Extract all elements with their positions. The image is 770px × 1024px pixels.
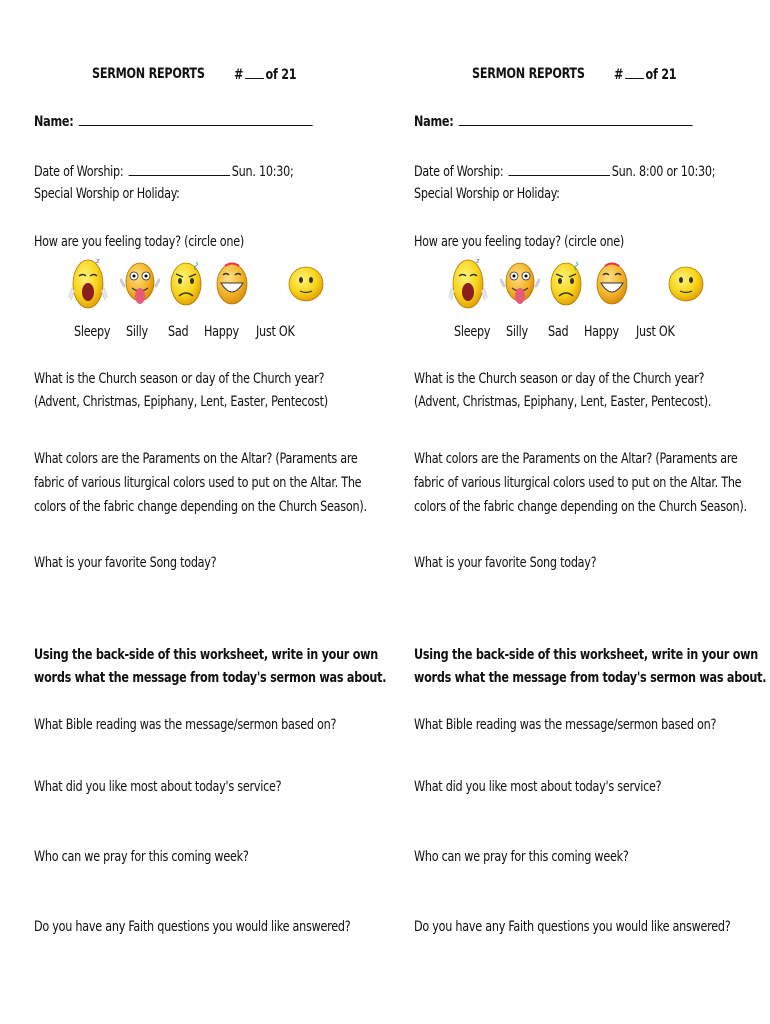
- season-options: (Advent, Christmas, Epiphany, Lent, Easter, Pentecost): [34, 394, 328, 410]
- special-worship-label: Special Worship or Holiday:: [34, 186, 180, 202]
- mood-label-just-ok[interactable]: Just OK: [256, 324, 295, 340]
- mood-label-sleepy[interactable]: Sleepy: [454, 324, 491, 340]
- just-ok-face-icon[interactable]: [666, 256, 706, 312]
- silly-face-icon[interactable]: [120, 256, 160, 312]
- name-field[interactable]: Name:: [414, 113, 694, 130]
- svg-text:z: z: [96, 257, 100, 265]
- report-number[interactable]: # of 21: [614, 67, 677, 83]
- sad-face-icon[interactable]: [166, 256, 206, 312]
- mood-label-happy[interactable]: Happy: [584, 324, 619, 340]
- backside-instruction-line1: Using the back-side of this worksheet, write in your own: [34, 647, 379, 663]
- liked-most-question: What did you like most about today's service?: [414, 779, 662, 795]
- mood-label-sad[interactable]: Sad: [548, 324, 569, 340]
- special-worship-label: Special Worship or Holiday:: [414, 186, 560, 202]
- paraments-question-line1: What colors are the Paraments on the Altar? (Paraments are: [34, 451, 358, 467]
- report-title: SERMON REPORTS: [472, 66, 585, 82]
- report-right: [414, 0, 767, 1024]
- favorite-song-question: What is your favorite Song today?: [34, 555, 217, 571]
- mood-label-just-ok[interactable]: Just OK: [636, 324, 675, 340]
- silly-face-icon[interactable]: [500, 256, 540, 312]
- season-options: (Advent, Christmas, Epiphany, Lent, Easter, Pentecost).: [414, 394, 712, 410]
- happy-face-icon[interactable]: [212, 256, 252, 312]
- name-field[interactable]: Name:: [34, 113, 314, 130]
- backside-instruction-line1: Using the back-side of this worksheet, write in your own: [414, 647, 759, 663]
- mood-label-sleepy[interactable]: Sleepy: [74, 324, 111, 340]
- mood-label-sad[interactable]: Sad: [168, 324, 189, 340]
- mood-label-silly[interactable]: Silly: [506, 324, 528, 340]
- report-title: SERMON REPORTS: [92, 66, 205, 82]
- report-left: [34, 0, 387, 1024]
- liked-most-question: What did you like most about today's service?: [34, 779, 282, 795]
- paraments-question-line3: colors of the fabric change depending on the Church Season).: [34, 499, 367, 515]
- backside-instruction-line2: words what the message from today's sermon was about.: [414, 670, 767, 686]
- sleepy-face-icon[interactable]: [68, 256, 108, 312]
- happy-face-icon[interactable]: [592, 256, 632, 312]
- faith-questions-question: Do you have any Faith questions you would like answered?: [34, 919, 351, 935]
- paraments-question-line3: colors of the fabric change depending on the Church Season).: [414, 499, 747, 515]
- favorite-song-question: What is your favorite Song today?: [414, 555, 597, 571]
- paraments-question-line2: fabric of various liturgical colors used to put on the Altar. The: [414, 475, 742, 491]
- mood-label-silly[interactable]: Silly: [126, 324, 148, 340]
- mood-faces-left: [68, 256, 338, 318]
- mood-label-happy[interactable]: Happy: [204, 324, 239, 340]
- sad-face-icon[interactable]: [546, 256, 586, 312]
- just-ok-face-icon[interactable]: [286, 256, 326, 312]
- mood-faces-right: [448, 256, 718, 318]
- report-number[interactable]: # of 21: [234, 67, 297, 83]
- feeling-question: How are you feeling today? (circle one): [414, 234, 625, 250]
- feeling-question: How are you feeling today? (circle one): [34, 234, 245, 250]
- season-question: What is the Church season or day of the Church year?: [34, 371, 325, 387]
- paraments-question-line2: fabric of various liturgical colors used to put on the Altar. The: [34, 475, 362, 491]
- svg-text:z: z: [476, 257, 480, 265]
- prayer-question: Who can we pray for this coming week?: [34, 849, 249, 865]
- date-of-worship-field[interactable]: Date of Worship: Sun. 8:00 or 10:30;: [414, 164, 716, 180]
- backside-instruction-line2: words what the message from today's sermon was about.: [34, 670, 387, 686]
- sleepy-face-icon[interactable]: [448, 256, 488, 312]
- bible-reading-question: What Bible reading was the message/sermon based on?: [414, 717, 717, 733]
- faith-questions-question: Do you have any Faith questions you would like answered?: [414, 919, 731, 935]
- season-question: What is the Church season or day of the Church year?: [414, 371, 705, 387]
- paraments-question-line1: What colors are the Paraments on the Altar? (Paraments are: [414, 451, 738, 467]
- bible-reading-question: What Bible reading was the message/sermon based on?: [34, 717, 337, 733]
- prayer-question: Who can we pray for this coming week?: [414, 849, 629, 865]
- date-of-worship-field[interactable]: Date of Worship: Sun. 10:30;: [34, 164, 294, 180]
